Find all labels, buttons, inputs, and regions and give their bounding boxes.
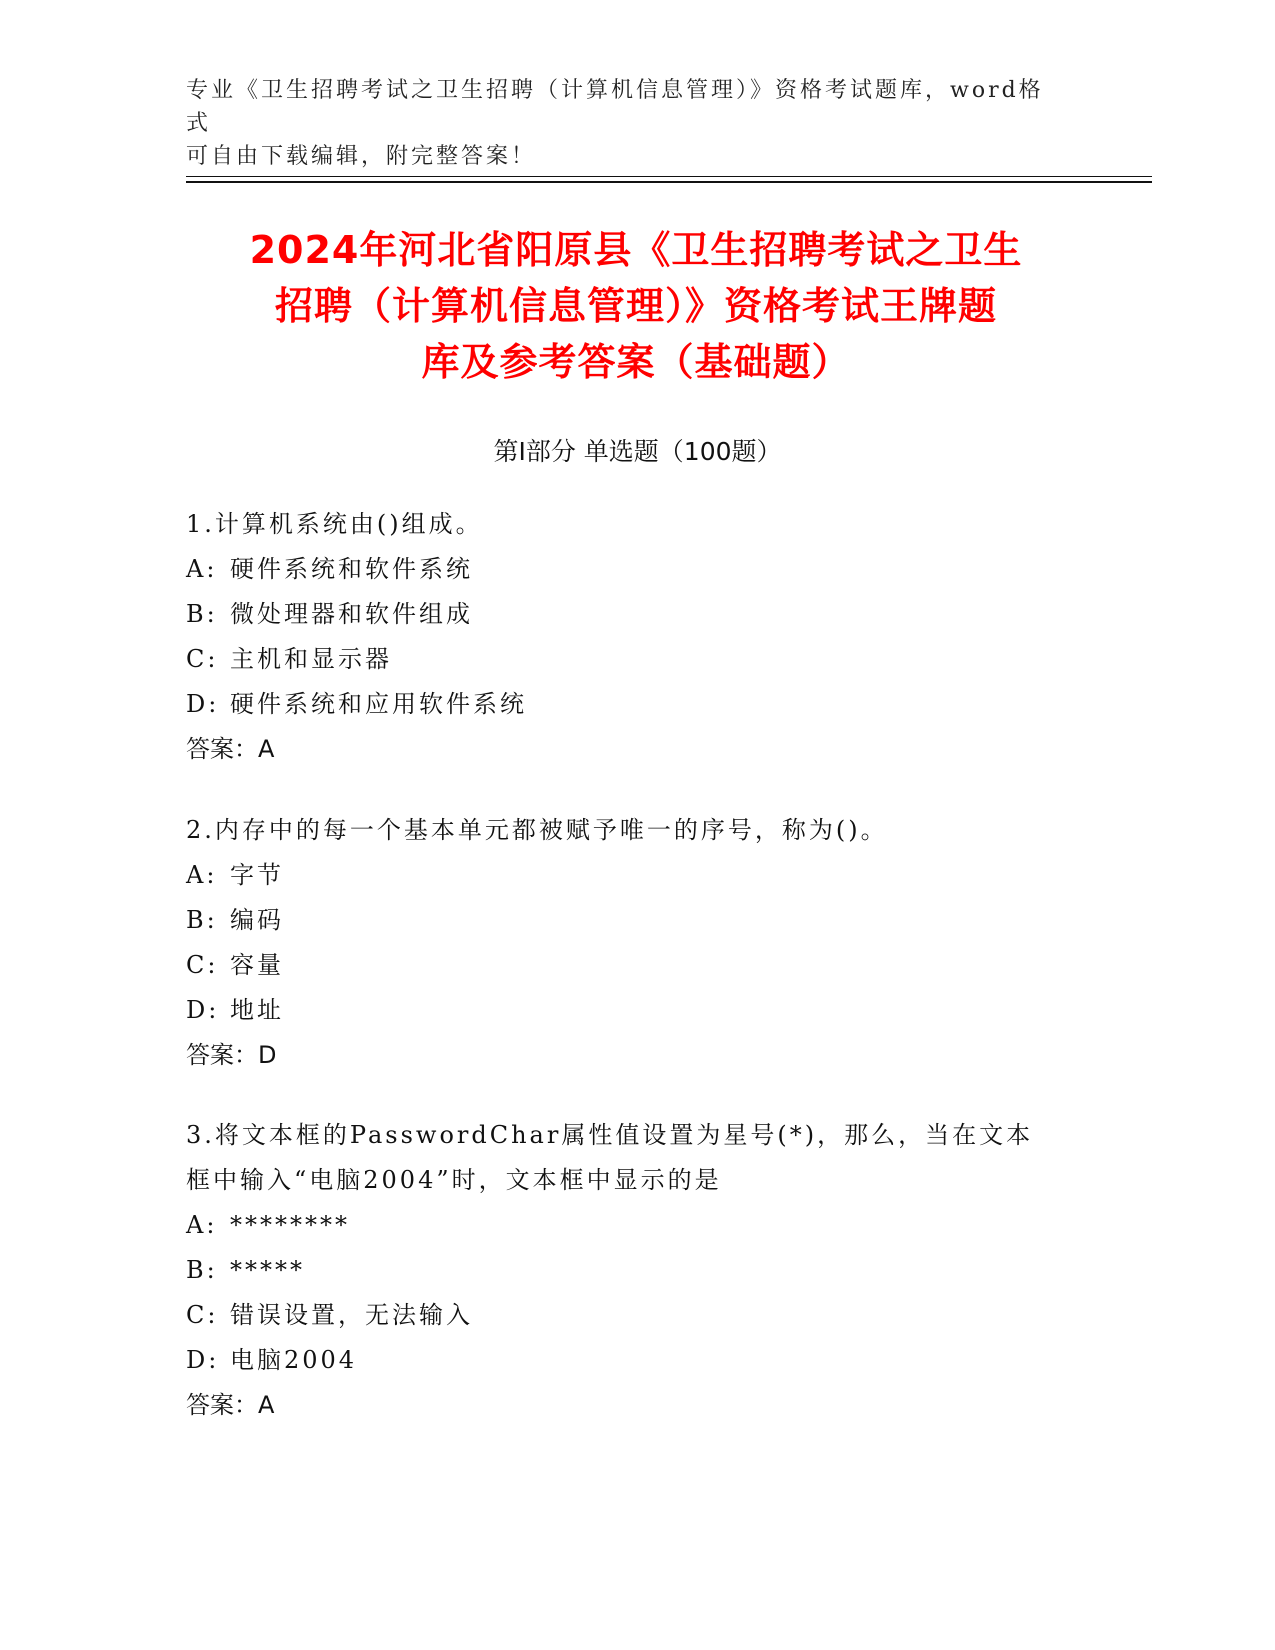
option-text: 地址	[230, 996, 284, 1024]
question-2	[186, 808, 1086, 1078]
option-d	[186, 988, 1086, 1033]
option-d	[186, 1338, 1086, 1383]
header-divider-thick	[186, 181, 1152, 183]
option-c	[186, 943, 1086, 988]
option-b	[186, 1248, 1086, 1293]
option-a	[186, 1203, 1086, 1248]
header-note-line-2: 可自由下载编辑，附完整答案！	[186, 144, 537, 169]
option-text: *****	[230, 1256, 305, 1284]
answer: 答案：D	[186, 1041, 277, 1069]
answer: 答案：A	[186, 1391, 275, 1419]
option-text: 主机和显示器	[230, 645, 392, 673]
header-divider-thin	[186, 176, 1152, 177]
option-key: D:	[186, 690, 220, 718]
option-a	[186, 547, 1086, 592]
option-key: A:	[186, 555, 218, 583]
question-stem-line-2: 框中输入“电脑2004”时，文本框中显示的是	[186, 1166, 722, 1194]
option-text: 硬件系统和应用软件系统	[230, 690, 527, 718]
option-a	[186, 853, 1086, 898]
option-key: C:	[186, 1301, 219, 1329]
section-heading: 第Ⅰ部分 单选题（100题）	[493, 437, 782, 466]
option-key: A:	[186, 1211, 218, 1239]
option-text: ********	[230, 1211, 350, 1239]
question-stem-line-1: 3.将文本框的PasswordChar属性值设置为星号(*)，那么，当在文本	[186, 1121, 1034, 1149]
option-d	[186, 682, 1086, 727]
option-key: B:	[186, 1256, 218, 1284]
answer: 答案：A	[186, 735, 275, 763]
option-text: 编码	[230, 906, 284, 934]
document-title	[186, 222, 1086, 390]
option-text: 微处理器和软件组成	[230, 600, 473, 628]
title-line-2: 招聘（计算机信息管理）》资格考试王牌题	[274, 284, 997, 328]
title-line-1: 2024年河北省阳原县《卫生招聘考试之卫生	[249, 228, 1023, 272]
option-text: 容量	[230, 951, 284, 979]
option-key: D:	[186, 996, 220, 1024]
option-text: 硬件系统和软件系统	[230, 555, 473, 583]
option-key: D:	[186, 1346, 220, 1374]
option-key: B:	[186, 906, 218, 934]
option-key: B:	[186, 600, 218, 628]
option-text: 字节	[230, 861, 284, 889]
question-3	[186, 1113, 1086, 1428]
option-key: C:	[186, 645, 219, 673]
option-c	[186, 1293, 1086, 1338]
option-key: A:	[186, 861, 218, 889]
question-1	[186, 502, 1086, 772]
question-stem: 1.计算机系统由()组成。	[186, 510, 483, 538]
option-b	[186, 592, 1086, 637]
option-text: 电脑2004	[230, 1346, 358, 1374]
header-note	[186, 74, 1066, 173]
option-c	[186, 637, 1086, 682]
question-stem: 2.内存中的每一个基本单元都被赋予唯一的序号，称为()。	[186, 816, 888, 844]
header-note-line-1: 专业《卫生招聘考试之卫生招聘（计算机信息管理）》资格考试题库，word格式	[186, 78, 1044, 136]
option-b	[186, 898, 1086, 943]
title-line-3: 库及参考答案（基础题）	[421, 340, 851, 384]
option-key: C:	[186, 951, 219, 979]
option-text: 错误设置，无法输入	[230, 1301, 473, 1329]
